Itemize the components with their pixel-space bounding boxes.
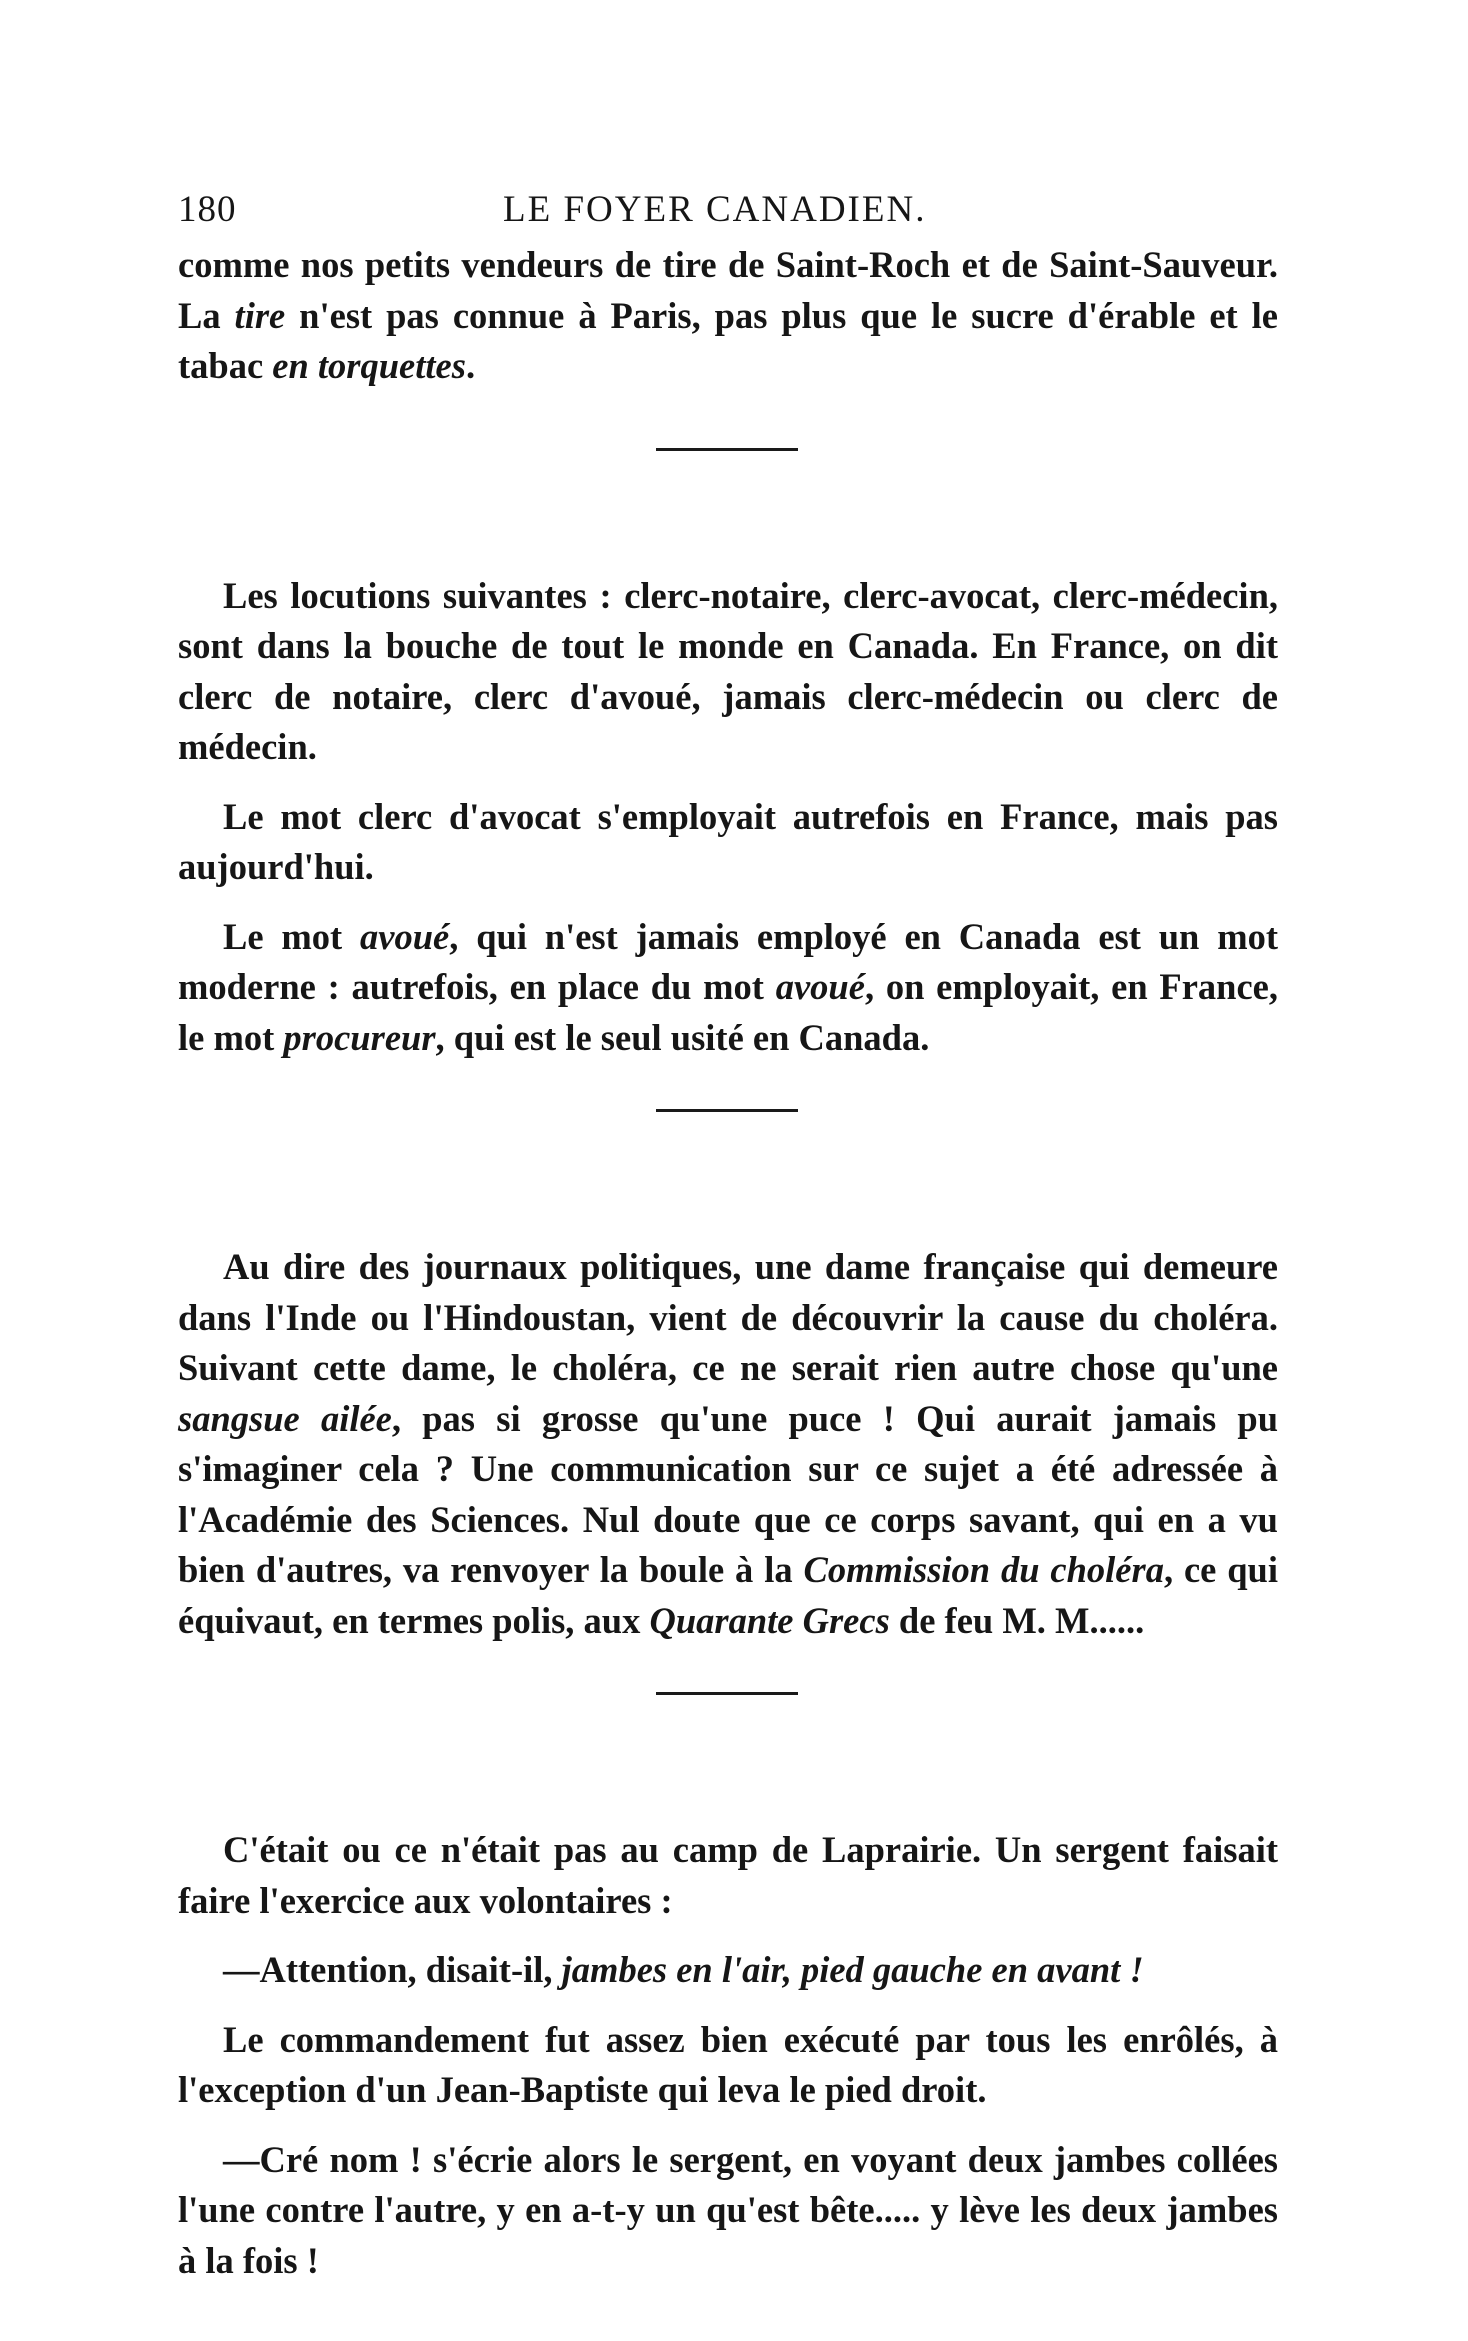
text-run: Le commandement fut assez bien exécuté par tous les enrôlés, à l'exception d'un Jean-Baptiste qui leva le pied droit. xyxy=(178,2018,1278,2110)
text-run: Le mot clerc d'avocat s'employait autrefois en France, mais pas aujourd'hui. xyxy=(178,795,1278,887)
italic-text: jambes en l'air, pied gauche en avant ! xyxy=(561,1949,1144,1990)
paragraph-gap xyxy=(178,773,1278,792)
text-run: Au dire des journaux politiques, une dame française qui demeure dans l'Inde ou l'Hindoustan, vient de découvrir la cause du choléra. Suivant cette dame, le choléra, ce ne serait rien autre chose qu'une xyxy=(178,1246,1278,1388)
text-run: n'est pas connue à Paris, pas plus que le sucre d'érable et le tabac xyxy=(178,294,1278,386)
page-body xyxy=(178,240,1278,2286)
text-run: de feu M. M...... xyxy=(889,1599,1145,1641)
paragraph-gap xyxy=(178,2116,1278,2135)
paragraph-gap xyxy=(178,1996,1278,2015)
section-separator xyxy=(178,392,1278,571)
section-separator xyxy=(178,1063,1278,1242)
paragraph xyxy=(178,792,1278,893)
italic-text: avoué xyxy=(360,915,450,957)
text-run: , qui n'est jamais employé en Canada est un mot moderne : autrefois, en place du mot xyxy=(178,915,1278,1007)
text-run: —Cré nom ! s'écrie alors le sergent, en voyant deux jambes collées l'une contre l'autre, y en a-t-y un qu'est bête..... y lève les deux jambes à la fois ! xyxy=(178,2138,1278,2281)
paragraph xyxy=(178,2135,1278,2287)
paragraph xyxy=(178,571,1278,773)
italic-text: procureur xyxy=(283,1016,436,1058)
separator-rule xyxy=(656,1692,798,1695)
italic-text: Quarante Grecs xyxy=(649,1599,890,1641)
paragraph xyxy=(178,912,1278,1064)
page xyxy=(178,180,1278,2286)
text-run: —Attention, disait-il, xyxy=(223,1949,562,1990)
text-run: , qui est le seul usité en Canada. xyxy=(435,1016,930,1058)
separator-rule xyxy=(656,448,798,451)
paragraph xyxy=(178,1242,1278,1646)
italic-text: Commission du choléra xyxy=(803,1549,1164,1590)
paragraph xyxy=(178,1825,1278,1926)
paragraph-gap xyxy=(178,893,1278,912)
running-title: LE FOYER CANADIEN. xyxy=(503,189,927,230)
running-head xyxy=(178,180,1278,240)
page-number: 180 xyxy=(178,189,237,230)
text-run: . xyxy=(465,345,476,386)
italic-text: tire xyxy=(234,294,286,336)
italic-text: sangsue ailée xyxy=(178,1397,392,1439)
italic-text: avoué xyxy=(775,966,865,1007)
separator-rule xyxy=(656,1109,798,1112)
paragraph xyxy=(178,1945,1278,1996)
text-run: , on employait, en France, le mot xyxy=(178,966,1278,1058)
section-separator xyxy=(178,1646,1278,1825)
text-run: , ce qui équivaut, en termes polis, aux xyxy=(178,1549,1278,1641)
text-run: Le mot xyxy=(223,915,361,957)
text-run: Les locutions suivantes : clerc-notaire, clerc-avocat, clerc-médecin, sont dans la bouche de tout le monde en Canada. En France, on dit clerc de notaire, clerc d'avoué, jamais clerc-médecin ou clerc de médecin. xyxy=(178,574,1278,767)
paragraph xyxy=(178,2015,1278,2116)
text-run: comme nos petits vendeurs de tire de Saint-Roch et de Saint-Sauveur. La xyxy=(178,244,1278,336)
paragraph-gap xyxy=(178,1926,1278,1945)
italic-text: en torquettes xyxy=(272,345,466,386)
text-run: C'était ou ce n'était pas au camp de Laprairie. Un sergent faisait faire l'exercice aux volontaires : xyxy=(178,1829,1278,1921)
paragraph xyxy=(178,240,1278,392)
text-run: , pas si grosse qu'une puce ! Qui aurait jamais pu s'imaginer cela ? Une communication sur ce sujet a été adressée à l'Académie des Sciences. Nul doute que ce corps savant, qui en a vu bien d'autres, va renvoyer la boule à la xyxy=(178,1397,1278,1590)
